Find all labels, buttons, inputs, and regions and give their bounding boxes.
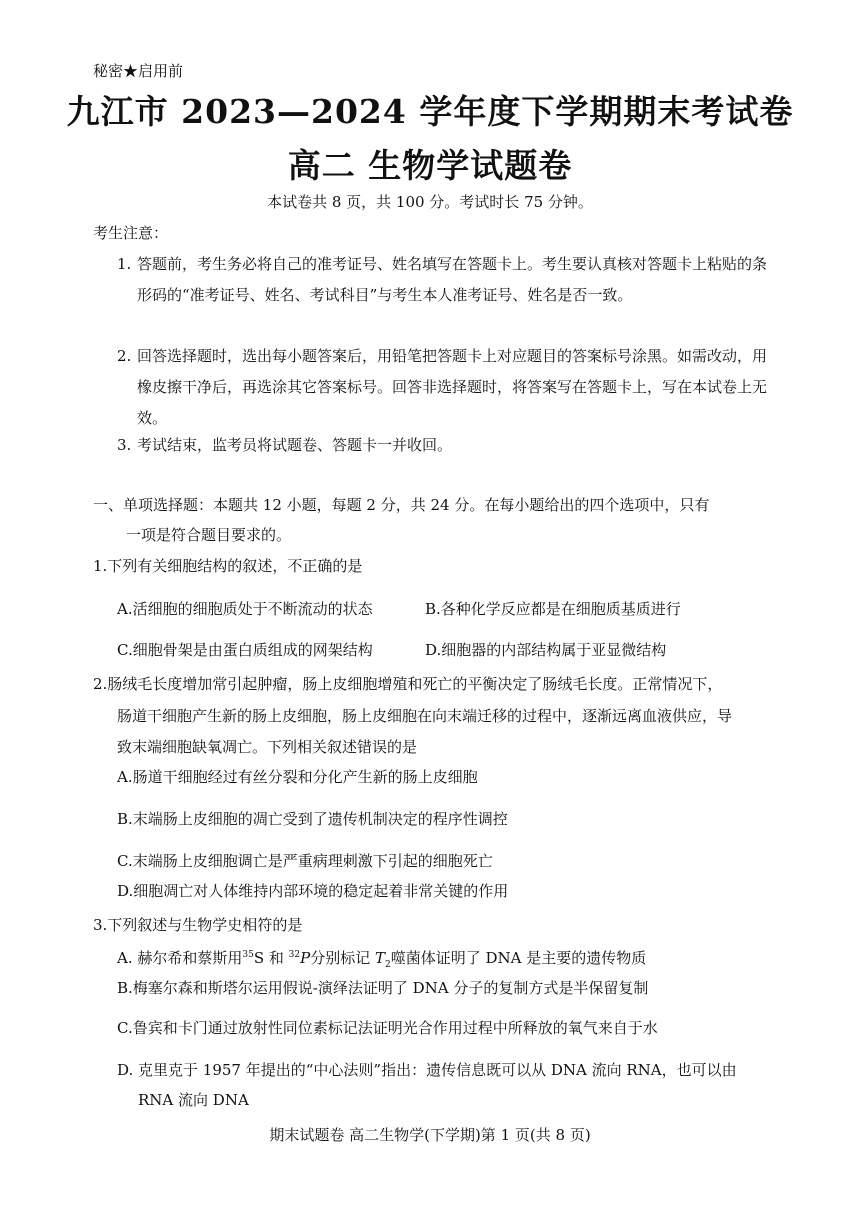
note-text: 回答选择题时，选出每小题答案后，用铅笔把答题卡上对应题目的答案标号涂黑。如需改动，用橡皮擦干净后，再选涂其它答案标号。回答非选择题时，将答案写在答题卡上，写在本试卷上无效。 bbox=[137, 347, 768, 427]
note-number: 3. bbox=[117, 436, 132, 454]
q2-option-c: C.末端肠上皮细胞调亡是严重病理刺激下引起的细胞死亡 bbox=[117, 852, 493, 870]
isotope-mass-s: 35 bbox=[242, 950, 254, 960]
q1-option-b: B.各种化学反应都是在细胞质基质进行 bbox=[425, 600, 681, 618]
notes-label: 考生注意： bbox=[93, 224, 169, 242]
section1-heading: 一、单项选择题：本题共 12 小题，每题 2 分，共 24 分。在每小题给出的四个选项中，只有 bbox=[93, 496, 710, 514]
question-2-stem: 2.肠绒毛长度增加常引起肿瘤，肠上皮细胞增殖和死亡的平衡决定了肠绒毛长度。正常情况下， bbox=[93, 675, 723, 693]
q3-option-a-text: 分别标记 bbox=[310, 949, 375, 967]
q3-option-a-text: S 和 bbox=[253, 949, 289, 967]
question-1-stem: 1.下列有关细胞结构的叙述，不正确的是 bbox=[93, 557, 363, 575]
confidential-label: 秘密★启用前 bbox=[93, 62, 184, 80]
q3-option-d: D. 克里克于 1957 年提出的“中心法则”指出：遗传信息既可以从 DNA 流向 RNA，也可以由 bbox=[117, 1061, 737, 1079]
page-footer: 期末试题卷 高二生物学(下学期)第 1 页(共 8 页) bbox=[269, 1126, 591, 1144]
note-number: 1. bbox=[117, 255, 132, 273]
q1-option-a: A.活细胞的细胞质处于不断流动的状态 bbox=[117, 600, 373, 618]
isotope-mass-p: 32 bbox=[288, 950, 301, 960]
phage-symbol: T bbox=[374, 949, 385, 967]
note-item-3 bbox=[117, 430, 777, 461]
q1-option-d: D.细胞器的内部结构属于亚显微结构 bbox=[425, 641, 667, 659]
isotope-symbol-p: P bbox=[300, 949, 311, 967]
q3-option-b: B.梅塞尔森和斯塔尔运用假说-演绎法证明了 DNA 分子的复制方式是半保留复制 bbox=[117, 979, 649, 997]
question-2-stem-line3: 致末端细胞缺氧凋亡。下列相关叙述错误的是 bbox=[117, 738, 418, 756]
q3-option-a bbox=[117, 947, 646, 970]
note-text: 答题前，考生务必将自己的准考证号、姓名填写在答题卡上。考生要认真核对答题卡上粘贴的条形码的“准考证号、姓名、考试科目”与考生本人准考证号、姓名是否一致。 bbox=[137, 255, 768, 304]
q3-option-d-cont: RNA 流向 DNA bbox=[138, 1091, 249, 1109]
question-3-stem: 3.下列叙述与生物学史相符的是 bbox=[93, 916, 303, 934]
exam-title: 九江市 2023—2024 学年度下学期期末考试卷 bbox=[66, 92, 794, 131]
q3-option-a-text: A. 赫尔希和蔡斯用 bbox=[117, 949, 243, 967]
note-item-1 bbox=[117, 249, 777, 311]
question-2-stem-line2: 肠道干细胞产生新的肠上皮细胞，肠上皮细胞在向末端迁移的过程中，逐渐远离血液供应，导 bbox=[117, 707, 733, 725]
q3-option-c: C.鲁宾和卡门通过放射性同位素标记法证明光合作用过程中所释放的氧气来自于水 bbox=[117, 1019, 658, 1037]
q2-option-b: B.末端肠上皮细胞的凋亡受到了遗传机制决定的程序性调控 bbox=[117, 810, 508, 828]
exam-subtitle: 高二 生物学试题卷 bbox=[287, 146, 573, 185]
section1-heading-cont: 一项是符合题目要求的。 bbox=[126, 526, 292, 544]
phage-subscript: 2 bbox=[384, 960, 391, 970]
q1-option-c: C.细胞骨架是由蛋白质组成的网架结构 bbox=[117, 641, 373, 659]
q2-option-d: D.细胞凋亡对人体维持内部环境的稳定起着非常关键的作用 bbox=[117, 882, 509, 900]
note-text: 考试结束，监考员将试题卷、答题卡一并收回。 bbox=[137, 436, 453, 454]
exam-info: 本试卷共 8 页，共 100 分。考试时长 75 分钟。 bbox=[267, 193, 593, 211]
note-number: 2. bbox=[117, 347, 132, 365]
q3-option-a-text: 噬菌体证明了 DNA 是主要的遗传物质 bbox=[390, 949, 647, 967]
note-item-2 bbox=[117, 341, 777, 434]
q2-option-a: A.肠道干细胞经过有丝分裂和分化产生新的肠上皮细胞 bbox=[117, 768, 478, 786]
